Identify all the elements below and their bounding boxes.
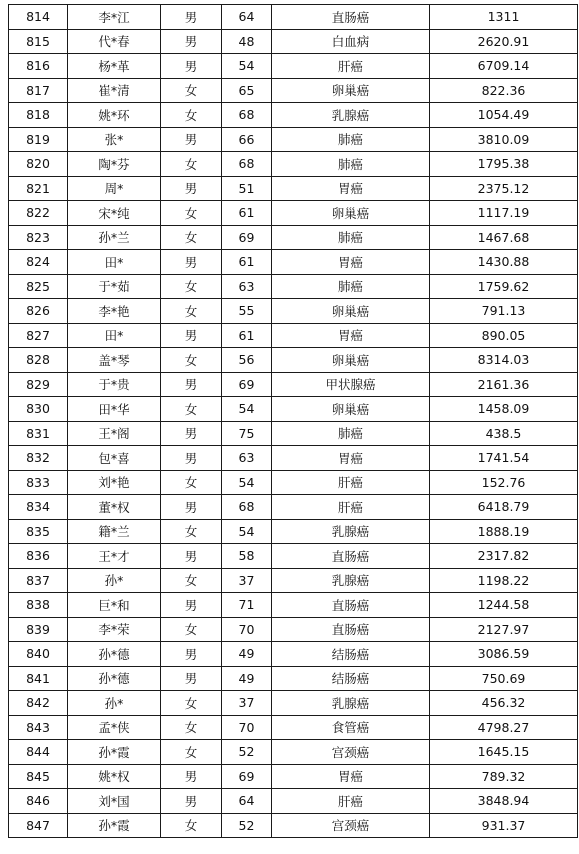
patient-name-cell: 王*才 <box>68 544 161 569</box>
diagnosis-cell: 乳腺癌 <box>272 103 430 128</box>
cost-cell: 890.05 <box>430 323 578 348</box>
diagnosis-cell: 直肠癌 <box>272 5 430 30</box>
cost-cell: 456.32 <box>430 691 578 716</box>
diagnosis-cell: 肝癌 <box>272 495 430 520</box>
row-number-cell: 841 <box>9 666 68 691</box>
table-row <box>9 274 578 299</box>
cost-cell: 1117.19 <box>430 201 578 226</box>
table-row <box>9 78 578 103</box>
cost-cell: 2620.91 <box>430 29 578 54</box>
diagnosis-cell: 宫颈癌 <box>272 813 430 838</box>
age-cell: 54 <box>222 470 272 495</box>
row-number-cell: 842 <box>9 691 68 716</box>
age-cell: 55 <box>222 299 272 324</box>
row-number-cell: 827 <box>9 323 68 348</box>
table-row <box>9 225 578 250</box>
age-cell: 51 <box>222 176 272 201</box>
age-cell: 65 <box>222 78 272 103</box>
sex-cell: 男 <box>161 764 222 789</box>
cost-cell: 791.13 <box>430 299 578 324</box>
patient-name-cell: 李*荣 <box>68 617 161 642</box>
table-row <box>9 372 578 397</box>
cost-cell: 4798.27 <box>430 715 578 740</box>
age-cell: 52 <box>222 740 272 765</box>
row-number-cell: 816 <box>9 54 68 79</box>
table-row <box>9 470 578 495</box>
cost-cell: 8314.03 <box>430 348 578 373</box>
diagnosis-cell: 肺癌 <box>272 225 430 250</box>
cost-cell: 152.76 <box>430 470 578 495</box>
row-number-cell: 845 <box>9 764 68 789</box>
row-number-cell: 835 <box>9 519 68 544</box>
table-row <box>9 593 578 618</box>
diagnosis-cell: 甲状腺癌 <box>272 372 430 397</box>
row-number-cell: 822 <box>9 201 68 226</box>
diagnosis-cell: 直肠癌 <box>272 593 430 618</box>
patient-name-cell: 孙* <box>68 568 161 593</box>
sex-cell: 女 <box>161 152 222 177</box>
age-cell: 68 <box>222 495 272 520</box>
diagnosis-cell: 白血病 <box>272 29 430 54</box>
diagnosis-cell: 肝癌 <box>272 789 430 814</box>
age-cell: 69 <box>222 764 272 789</box>
table-row <box>9 519 578 544</box>
table-row <box>9 495 578 520</box>
diagnosis-cell: 胃癌 <box>272 250 430 275</box>
sex-cell: 女 <box>161 397 222 422</box>
row-number-cell: 847 <box>9 813 68 838</box>
cost-cell: 3086.59 <box>430 642 578 667</box>
table-row <box>9 691 578 716</box>
age-cell: 58 <box>222 544 272 569</box>
cost-cell: 438.5 <box>430 421 578 446</box>
age-cell: 54 <box>222 397 272 422</box>
diagnosis-cell: 卵巢癌 <box>272 201 430 226</box>
row-number-cell: 831 <box>9 421 68 446</box>
cost-cell: 1198.22 <box>430 568 578 593</box>
diagnosis-cell: 卵巢癌 <box>272 299 430 324</box>
sex-cell: 女 <box>161 348 222 373</box>
cost-cell: 931.37 <box>430 813 578 838</box>
table-row <box>9 568 578 593</box>
patient-name-cell: 盖*琴 <box>68 348 161 373</box>
cost-cell: 1795.38 <box>430 152 578 177</box>
patient-name-cell: 代*春 <box>68 29 161 54</box>
table-row <box>9 813 578 838</box>
row-number-cell: 819 <box>9 127 68 152</box>
diagnosis-cell: 肺癌 <box>272 274 430 299</box>
age-cell: 56 <box>222 348 272 373</box>
row-number-cell: 836 <box>9 544 68 569</box>
patient-name-cell: 刘*国 <box>68 789 161 814</box>
document-page <box>8 4 571 838</box>
patient-name-cell: 孙* <box>68 691 161 716</box>
row-number-cell: 837 <box>9 568 68 593</box>
cost-cell: 1759.62 <box>430 274 578 299</box>
row-number-cell: 814 <box>9 5 68 30</box>
age-cell: 61 <box>222 250 272 275</box>
cost-cell: 1888.19 <box>430 519 578 544</box>
age-cell: 54 <box>222 54 272 79</box>
cost-cell: 1054.49 <box>430 103 578 128</box>
cost-cell: 1244.58 <box>430 593 578 618</box>
diagnosis-cell: 卵巢癌 <box>272 397 430 422</box>
patient-name-cell: 崔*清 <box>68 78 161 103</box>
patient-name-cell: 张* <box>68 127 161 152</box>
table-row <box>9 250 578 275</box>
age-cell: 66 <box>222 127 272 152</box>
diagnosis-cell: 胃癌 <box>272 446 430 471</box>
row-number-cell: 838 <box>9 593 68 618</box>
diagnosis-cell: 肝癌 <box>272 470 430 495</box>
cost-cell: 2161.36 <box>430 372 578 397</box>
sex-cell: 男 <box>161 323 222 348</box>
table-row <box>9 617 578 642</box>
patient-name-cell: 李*艳 <box>68 299 161 324</box>
row-number-cell: 824 <box>9 250 68 275</box>
patient-name-cell: 于*茹 <box>68 274 161 299</box>
patient-name-cell: 王*阁 <box>68 421 161 446</box>
sex-cell: 女 <box>161 201 222 226</box>
age-cell: 54 <box>222 519 272 544</box>
age-cell: 61 <box>222 323 272 348</box>
patient-name-cell: 李*江 <box>68 5 161 30</box>
cost-cell: 1467.68 <box>430 225 578 250</box>
table-row <box>9 764 578 789</box>
patient-name-cell: 刘*艳 <box>68 470 161 495</box>
sex-cell: 男 <box>161 54 222 79</box>
cost-cell: 2127.97 <box>430 617 578 642</box>
table-body <box>9 5 578 838</box>
cost-cell: 822.36 <box>430 78 578 103</box>
age-cell: 69 <box>222 372 272 397</box>
row-number-cell: 840 <box>9 642 68 667</box>
row-number-cell: 833 <box>9 470 68 495</box>
cost-cell: 2317.82 <box>430 544 578 569</box>
age-cell: 52 <box>222 813 272 838</box>
row-number-cell: 823 <box>9 225 68 250</box>
table-row <box>9 715 578 740</box>
age-cell: 61 <box>222 201 272 226</box>
diagnosis-cell: 肺癌 <box>272 152 430 177</box>
row-number-cell: 834 <box>9 495 68 520</box>
patient-name-cell: 籍*兰 <box>68 519 161 544</box>
age-cell: 68 <box>222 152 272 177</box>
cost-cell: 2375.12 <box>430 176 578 201</box>
sex-cell: 男 <box>161 593 222 618</box>
diagnosis-cell: 胃癌 <box>272 323 430 348</box>
table-row <box>9 299 578 324</box>
age-cell: 48 <box>222 29 272 54</box>
patient-name-cell: 田*华 <box>68 397 161 422</box>
table-row <box>9 127 578 152</box>
row-number-cell: 846 <box>9 789 68 814</box>
age-cell: 63 <box>222 274 272 299</box>
age-cell: 63 <box>222 446 272 471</box>
patient-name-cell: 孙*兰 <box>68 225 161 250</box>
diagnosis-cell: 肺癌 <box>272 127 430 152</box>
cost-cell: 750.69 <box>430 666 578 691</box>
cost-cell: 3810.09 <box>430 127 578 152</box>
diagnosis-cell: 胃癌 <box>272 176 430 201</box>
row-number-cell: 832 <box>9 446 68 471</box>
patient-name-cell: 田* <box>68 323 161 348</box>
cost-cell: 1645.15 <box>430 740 578 765</box>
sex-cell: 女 <box>161 225 222 250</box>
row-number-cell: 820 <box>9 152 68 177</box>
age-cell: 68 <box>222 103 272 128</box>
diagnosis-cell: 直肠癌 <box>272 617 430 642</box>
sex-cell: 男 <box>161 495 222 520</box>
table-row <box>9 446 578 471</box>
row-number-cell: 843 <box>9 715 68 740</box>
cost-cell: 1430.88 <box>430 250 578 275</box>
row-number-cell: 825 <box>9 274 68 299</box>
patient-name-cell: 于*贵 <box>68 372 161 397</box>
cost-cell: 1741.54 <box>430 446 578 471</box>
cost-cell: 3848.94 <box>430 789 578 814</box>
diagnosis-cell: 乳腺癌 <box>272 519 430 544</box>
sex-cell: 女 <box>161 470 222 495</box>
diagnosis-cell: 卵巢癌 <box>272 78 430 103</box>
patient-name-cell: 巨*和 <box>68 593 161 618</box>
diagnosis-cell: 胃癌 <box>272 764 430 789</box>
patient-name-cell: 杨*革 <box>68 54 161 79</box>
sex-cell: 男 <box>161 446 222 471</box>
patient-name-cell: 姚*环 <box>68 103 161 128</box>
table-row <box>9 789 578 814</box>
patient-name-cell: 孙*霞 <box>68 813 161 838</box>
sex-cell: 女 <box>161 691 222 716</box>
diagnosis-cell: 肺癌 <box>272 421 430 446</box>
diagnosis-cell: 卵巢癌 <box>272 348 430 373</box>
sex-cell: 女 <box>161 78 222 103</box>
row-number-cell: 817 <box>9 78 68 103</box>
patient-name-cell: 孙*德 <box>68 642 161 667</box>
row-number-cell: 829 <box>9 372 68 397</box>
row-number-cell: 844 <box>9 740 68 765</box>
age-cell: 70 <box>222 715 272 740</box>
table-row <box>9 348 578 373</box>
patient-name-cell: 宋*纯 <box>68 201 161 226</box>
sex-cell: 男 <box>161 372 222 397</box>
sex-cell: 女 <box>161 274 222 299</box>
sex-cell: 女 <box>161 740 222 765</box>
sex-cell: 男 <box>161 250 222 275</box>
sex-cell: 男 <box>161 666 222 691</box>
row-number-cell: 828 <box>9 348 68 373</box>
patient-name-cell: 周* <box>68 176 161 201</box>
age-cell: 37 <box>222 691 272 716</box>
diagnosis-cell: 直肠癌 <box>272 544 430 569</box>
diagnosis-cell: 结肠癌 <box>272 642 430 667</box>
sex-cell: 男 <box>161 5 222 30</box>
sex-cell: 女 <box>161 568 222 593</box>
table-row <box>9 421 578 446</box>
patient-name-cell: 孙*霞 <box>68 740 161 765</box>
table-row <box>9 103 578 128</box>
table-row <box>9 666 578 691</box>
patient-name-cell: 陶*芬 <box>68 152 161 177</box>
sex-cell: 男 <box>161 421 222 446</box>
cost-cell: 1311 <box>430 5 578 30</box>
cost-cell: 1458.09 <box>430 397 578 422</box>
diagnosis-cell: 宫颈癌 <box>272 740 430 765</box>
sex-cell: 男 <box>161 29 222 54</box>
table-row <box>9 54 578 79</box>
row-number-cell: 830 <box>9 397 68 422</box>
table-row <box>9 201 578 226</box>
cost-cell: 6418.79 <box>430 495 578 520</box>
row-number-cell: 826 <box>9 299 68 324</box>
row-number-cell: 815 <box>9 29 68 54</box>
patient-name-cell: 孟*侠 <box>68 715 161 740</box>
table-row <box>9 176 578 201</box>
table-row <box>9 152 578 177</box>
sex-cell: 男 <box>161 127 222 152</box>
diagnosis-cell: 肝癌 <box>272 54 430 79</box>
age-cell: 64 <box>222 789 272 814</box>
sex-cell: 女 <box>161 715 222 740</box>
sex-cell: 男 <box>161 642 222 667</box>
cost-cell: 6709.14 <box>430 54 578 79</box>
patient-cost-table <box>8 4 578 838</box>
cost-cell: 789.32 <box>430 764 578 789</box>
patient-name-cell: 孙*德 <box>68 666 161 691</box>
age-cell: 49 <box>222 666 272 691</box>
sex-cell: 男 <box>161 544 222 569</box>
age-cell: 70 <box>222 617 272 642</box>
patient-name-cell: 姚*权 <box>68 764 161 789</box>
table-row <box>9 29 578 54</box>
table-row <box>9 642 578 667</box>
patient-name-cell: 董*权 <box>68 495 161 520</box>
age-cell: 64 <box>222 5 272 30</box>
sex-cell: 女 <box>161 617 222 642</box>
age-cell: 37 <box>222 568 272 593</box>
row-number-cell: 839 <box>9 617 68 642</box>
age-cell: 49 <box>222 642 272 667</box>
diagnosis-cell: 乳腺癌 <box>272 568 430 593</box>
diagnosis-cell: 结肠癌 <box>272 666 430 691</box>
table-row <box>9 740 578 765</box>
diagnosis-cell: 乳腺癌 <box>272 691 430 716</box>
sex-cell: 女 <box>161 299 222 324</box>
sex-cell: 男 <box>161 789 222 814</box>
table-row <box>9 544 578 569</box>
age-cell: 69 <box>222 225 272 250</box>
sex-cell: 女 <box>161 813 222 838</box>
sex-cell: 女 <box>161 103 222 128</box>
row-number-cell: 818 <box>9 103 68 128</box>
age-cell: 71 <box>222 593 272 618</box>
diagnosis-cell: 食管癌 <box>272 715 430 740</box>
row-number-cell: 821 <box>9 176 68 201</box>
sex-cell: 男 <box>161 176 222 201</box>
sex-cell: 女 <box>161 519 222 544</box>
age-cell: 75 <box>222 421 272 446</box>
table-row <box>9 397 578 422</box>
table-row <box>9 323 578 348</box>
patient-name-cell: 包*喜 <box>68 446 161 471</box>
patient-name-cell: 田* <box>68 250 161 275</box>
table-row <box>9 5 578 30</box>
